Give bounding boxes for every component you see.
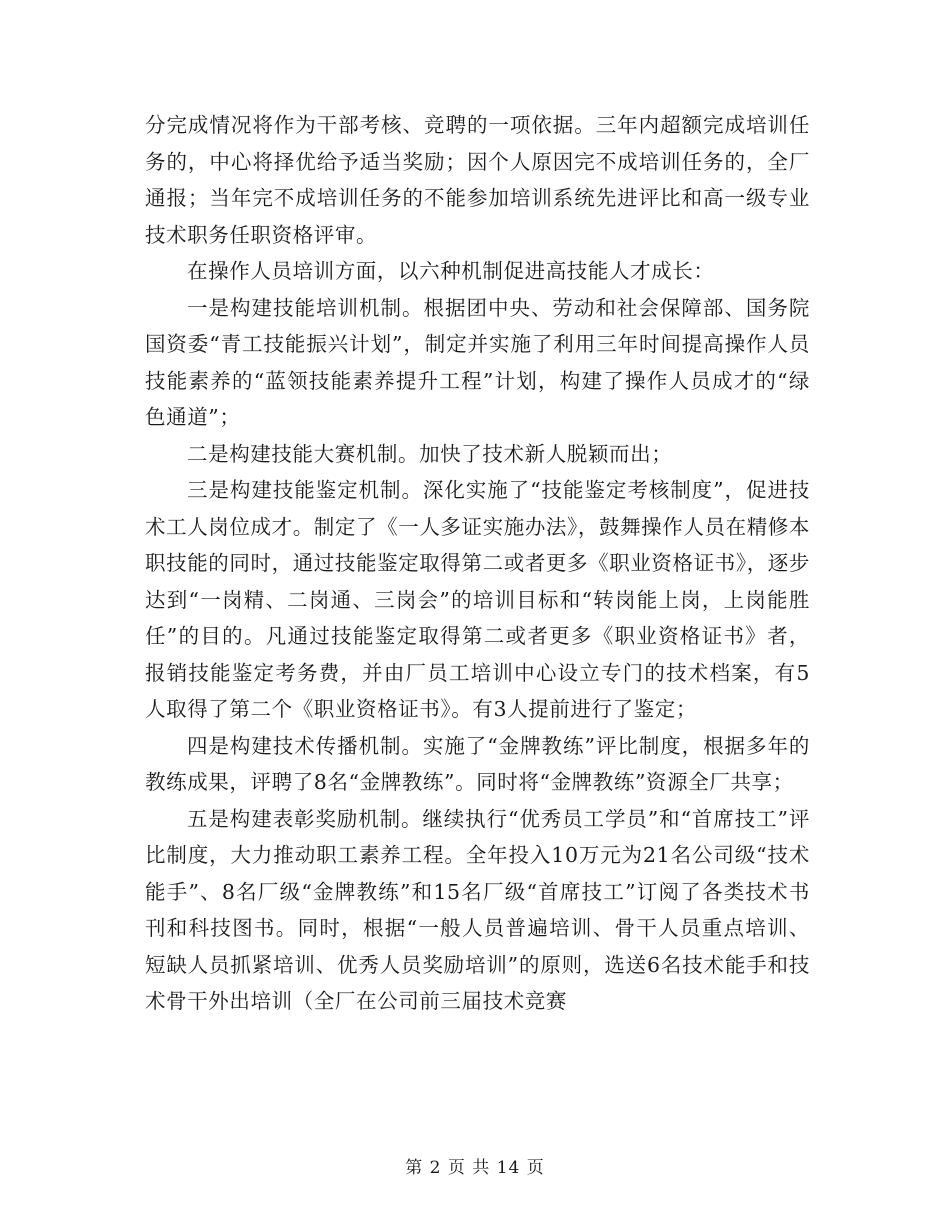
- document-body: [145, 107, 810, 1020]
- paragraph-5: 三是构建技能鉴定机制。深化实施了“技能鉴定考核制度”，促进技术工人岗位成才。制定了《一人多证实施办法》，鼓舞操作人员在精修本职技能的同时，通过技能鉴定取得第二或者更多《职业资格证书》，逐步达到“一岗精、二岗通、三岗会”的培训目标和“转岗能上岗，上岗能胜任”的目的。凡通过技能鉴定取得第二或者更多《职业资格证书》者，报销技能鉴定考务费，并由厂员工培训中心设立专门的技术档案，有5人取得了第二个《职业资格证书》。有3人提前进行了鉴定；: [145, 478, 810, 721]
- paragraph-4: 二是构建技能大赛机制。加快了技术新人脱颖而出；: [187, 441, 673, 466]
- page-footer: [0, 1153, 950, 1178]
- paragraph-1: 分完成情况将作为干部考核、竞聘的一项依据。三年内超额完成培训任务的，中心将择优给予适当奖励；因个人原因完不成培训任务的，全厂通报；当年完不成培训任务的不能参加培训系统先进评比和高一级专业技术职务任职资格评审。: [145, 113, 810, 247]
- page-number-label: 第 2 页 共 14 页: [405, 1158, 545, 1178]
- paragraph-6: 四是构建技术传播机制。实施了“金牌教练”评比制度，根据多年的教练成果，评聘了8名“金牌教练”。同时将“金牌教练”资源全厂共享；: [145, 733, 810, 794]
- paragraph-2: 在操作人员培训方面，以六种机制促进高技能人才成长：: [187, 259, 715, 283]
- paragraph-3: 一是构建技能培训机制。根据团中央、劳动和社会保障部、国务院国资委“青工技能振兴计划”，制定并实施了利用三年时间提高操作人员技能素养的“蓝领技能素养提升工程”计划，构建了操作人员成才的“绿色通道”；: [145, 295, 810, 429]
- paragraph-7: 五是构建表彰奖励机制。继续执行“优秀员工学员”和“首席技工”评比制度，大力推动职工素养工程。全年投入10万元为21名公司级“技术能手”、8名厂级“金牌教练”和15名厂级“首席技工”订阅了各类技术书刊和科技图书。同时，根据“一般人员普遍培训、骨干人员重点培训、短缺人员抓紧培训、优秀人员奖励培训”的原则，选送6名技术能手和技术骨干外出培训（全厂在公司前三届技术竞赛: [145, 806, 810, 1013]
